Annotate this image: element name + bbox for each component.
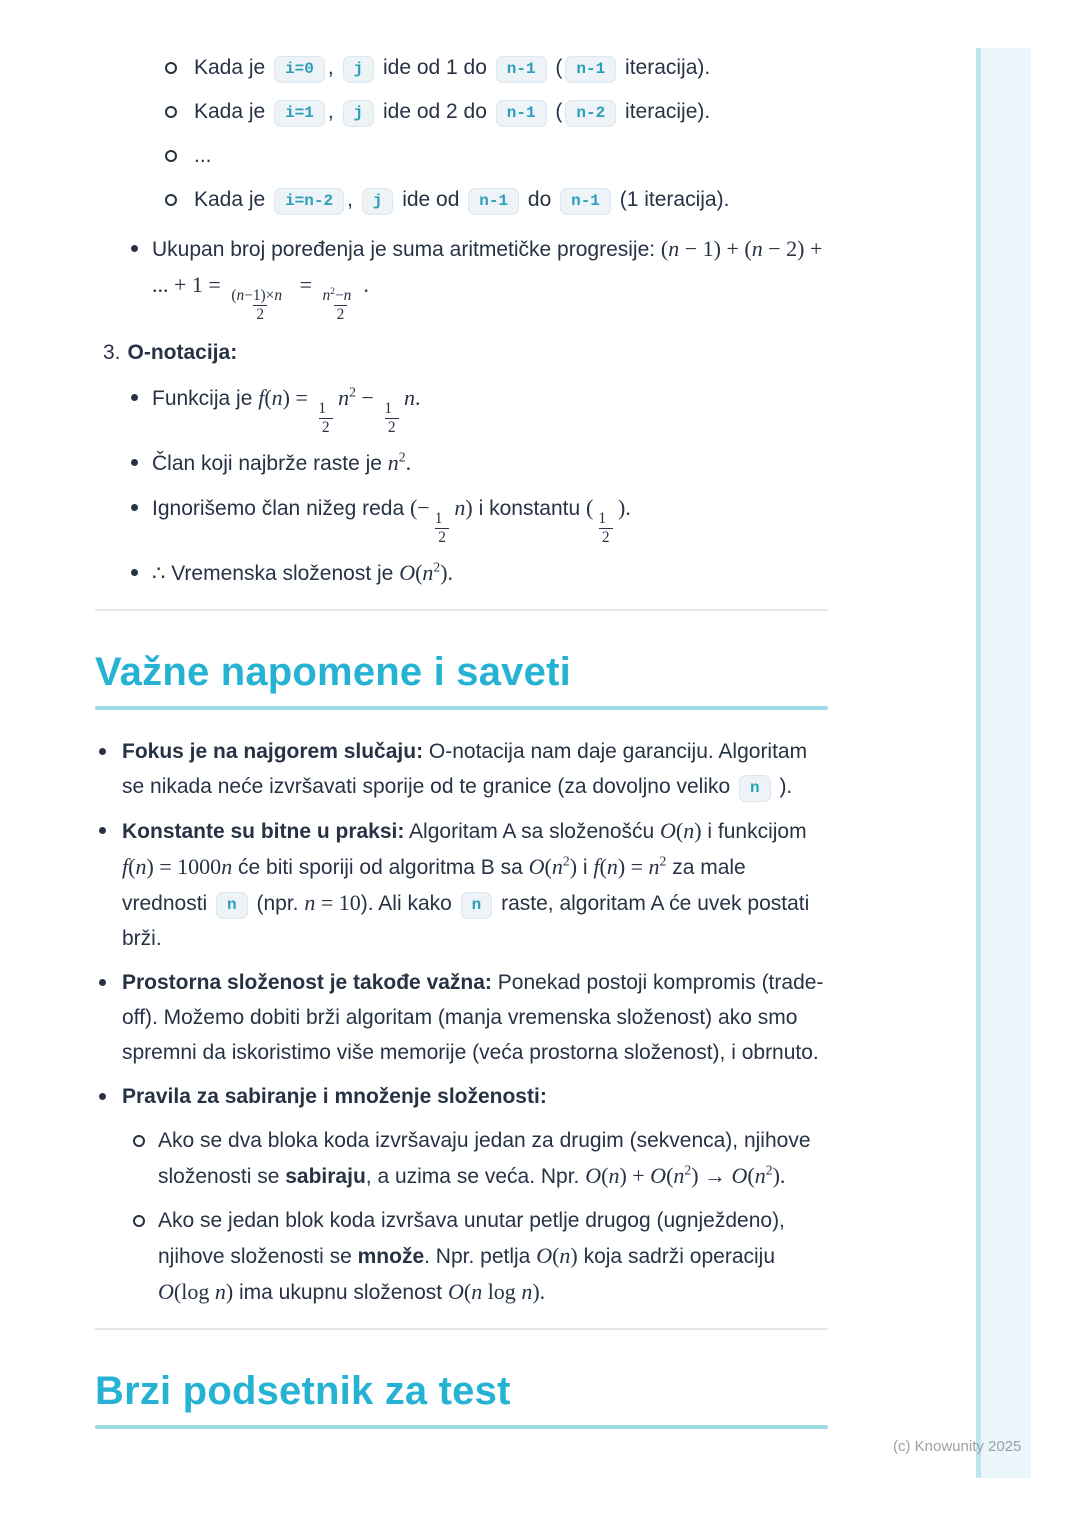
math-expression: [529, 854, 577, 879]
list-item-text: [152, 445, 828, 481]
math-variable: O: [528, 854, 545, 880]
math-superscript: 2: [330, 285, 335, 297]
list-number: 3.: [103, 341, 121, 365]
text-run: O-notacija nam daje garanciju. Algoritam se nikada neće izvršavati sporije od te granice (za dovoljno veliko: [122, 740, 808, 799]
list-item: [95, 1123, 828, 1194]
math-superscript: 2: [349, 384, 356, 400]
math-variable: O: [650, 1163, 667, 1189]
section-heading: Važne napomene i saveti: [95, 650, 571, 695]
math-token: (: [747, 1163, 755, 1189]
fraction-numerator: [432, 511, 446, 528]
code-badge: n-1: [496, 100, 547, 127]
fraction-denominator: [599, 528, 613, 546]
math-variable: O: [731, 1163, 748, 1189]
math-token: ) =: [617, 854, 649, 880]
code-badge: n: [739, 775, 771, 802]
math-token: 2: [321, 418, 330, 436]
code-badge: j: [343, 56, 375, 83]
text-run: , a uzima se veća. Npr.: [365, 1165, 586, 1189]
math-token: ) = 1000: [146, 854, 222, 880]
disc-bullet-icon: [131, 569, 138, 576]
math-token: (: [601, 1163, 609, 1189]
code-badge: j: [343, 100, 375, 127]
text-run: ima ukupnu složenost: [233, 1281, 448, 1305]
text-run: ide od: [396, 188, 466, 211]
list-item: [95, 1079, 828, 1114]
text-run: Ukupan broj poređenja je suma aritmetičke progresije:: [152, 238, 661, 261]
math-variable: n: [221, 854, 233, 880]
math-token: −: [355, 385, 380, 411]
list-item-text: [194, 50, 828, 85]
list-item: [95, 1203, 828, 1310]
math-token: (: [415, 560, 423, 586]
list-item-text: [194, 94, 828, 129]
circle-bullet-icon: [133, 1215, 145, 1227]
text-run: (: [549, 100, 563, 123]
circle-bullet-icon: [165, 150, 177, 162]
math-token: ) →: [691, 1163, 732, 1189]
text-run: raste, algoritam A će uvek postati brži.: [122, 892, 810, 951]
text-run: ∴ Vremenska složenost je: [152, 562, 400, 586]
circle-bullet-icon: [165, 62, 177, 74]
text-run: i: [577, 856, 594, 880]
text-run: Kada je: [194, 188, 272, 211]
circle-bullet-icon: [165, 106, 177, 118]
math-token: ).: [618, 495, 631, 521]
math-expression: [399, 560, 453, 585]
math-token: 1: [598, 509, 607, 527]
code-badge: n-1: [468, 188, 519, 215]
math-variable: n: [754, 1163, 766, 1189]
list-item-text: [158, 1123, 828, 1194]
fraction-numerator: [228, 288, 285, 305]
text-run: ). Ali kako: [360, 892, 458, 916]
code-badge: i=0: [274, 56, 325, 83]
right-margin-strip: [976, 48, 1031, 1478]
math-token: 1: [434, 509, 443, 527]
list-item: [95, 380, 828, 436]
disc-bullet-icon: [99, 979, 106, 986]
notes-content: [95, 50, 828, 1429]
math-token: (: [585, 495, 594, 521]
math-variable: n: [751, 236, 763, 261]
code-badge: i=n-2: [274, 188, 344, 215]
math-variable: f: [122, 854, 129, 880]
list-item-text: [152, 490, 828, 546]
bold-text: O-notacija:: [127, 341, 238, 365]
list-item-text: [194, 182, 828, 217]
math-expression: [448, 1279, 545, 1304]
math-variable: n: [608, 1163, 620, 1189]
math-expression: [593, 854, 666, 879]
math-variable: f: [593, 854, 600, 880]
list-item-text: [158, 1203, 828, 1310]
math-token: ) +: [619, 1163, 651, 1189]
bold-text: Prostorna složenost je takođe važna:: [122, 971, 492, 995]
math-variable: n: [338, 385, 350, 411]
math-variable: n: [135, 854, 147, 880]
math-variable: O: [660, 818, 676, 844]
math-variable: n: [404, 385, 416, 411]
math-variable: O: [585, 1163, 602, 1189]
section-divider: [95, 609, 828, 611]
bold-text: množe: [357, 1245, 425, 1269]
list-item-text: [122, 734, 828, 804]
numbered-list-item: [95, 335, 828, 370]
math-token: (: [666, 1163, 674, 1189]
math-variable: O: [399, 560, 416, 586]
text-run: ...: [194, 144, 212, 167]
math-expression: [660, 818, 702, 843]
text-run: ,: [347, 188, 359, 211]
math-variable: n: [668, 236, 680, 261]
list-item-text: [152, 555, 828, 591]
math-variable: n: [673, 1163, 685, 1189]
text-run: Ponekad postoji kompromis (trade-off). Možemo dobiti brži algoritam (manja vremenska složenost) ako smo spremni da iskoristimo više memorije (veća prostorna složenost), i obrnuto.: [122, 971, 824, 1065]
text-run: ,: [327, 100, 340, 123]
math-expression: [304, 890, 360, 915]
math-expression: [158, 1279, 233, 1304]
math-token: .: [405, 450, 412, 476]
math-expression: [585, 1163, 785, 1188]
math-token: 2: [438, 528, 446, 546]
text-run: Kada je: [194, 56, 272, 79]
disc-bullet-icon: [131, 504, 138, 511]
code-badge: n-1: [560, 188, 611, 215]
math-variable: O: [447, 1279, 464, 1305]
math-superscript: 2: [684, 1162, 692, 1178]
math-token: 2: [256, 305, 265, 323]
math-expression: [258, 384, 421, 436]
code-badge: n-2: [565, 100, 616, 127]
code-badge: n: [461, 892, 493, 919]
list-item: [95, 138, 828, 173]
math-variable: n: [683, 818, 695, 844]
fraction-denominator: [385, 418, 399, 436]
math-superscript: 2: [659, 853, 667, 869]
fraction-denominator: [435, 528, 449, 546]
list-item-text: [128, 335, 828, 370]
fraction: [319, 285, 361, 323]
code-badge: n: [216, 892, 248, 919]
fraction-denominator: [334, 305, 348, 323]
math-variable: n: [304, 890, 316, 916]
code-badge: n-1: [496, 56, 547, 83]
math-variable: n: [274, 286, 283, 304]
list-item-text: [122, 1079, 828, 1114]
math-variable: n: [236, 286, 245, 304]
math-token: ): [694, 818, 702, 844]
list-item: [95, 555, 828, 591]
code-badge: n-1: [565, 56, 616, 83]
math-token: ): [570, 1243, 578, 1269]
list-item: [95, 50, 828, 85]
math-token: 2: [336, 305, 345, 323]
fraction-denominator: [319, 418, 333, 436]
bold-text: sabiraju: [285, 1165, 366, 1189]
math-token: =: [294, 272, 318, 297]
math-token: ).: [440, 560, 454, 586]
fraction-numerator: [595, 511, 609, 528]
math-token: ): [465, 495, 473, 521]
disc-bullet-icon: [99, 748, 106, 755]
bold-text: Konstante su bitne u praksi:: [122, 820, 405, 844]
fraction: [595, 511, 616, 546]
list-item: [95, 182, 828, 217]
math-token: (: [231, 286, 237, 304]
math-token: 1: [384, 399, 393, 417]
section-heading: Brzi podsetnik za test: [95, 1369, 511, 1414]
math-variable: f: [258, 385, 265, 411]
list-item-text: [194, 138, 828, 173]
text-run: iteracije).: [619, 100, 711, 123]
text-run: (: [549, 56, 563, 79]
fraction-numerator: [381, 401, 395, 418]
math-token: − 2) + ... + 1 =: [152, 236, 823, 297]
disc-bullet-icon: [99, 827, 106, 834]
math-expression: [388, 450, 411, 475]
list-item: [95, 734, 828, 804]
text-run: do: [522, 188, 558, 211]
math-token: ).: [772, 1163, 786, 1189]
text-run: ).: [773, 775, 793, 799]
text-run: Ako se jedan blok koda izvršava unutar petlje drugog (ugnježdeno), njihove složenosti se: [158, 1209, 785, 1269]
text-run: iteracija).: [619, 56, 711, 79]
section-divider: [95, 1328, 828, 1330]
text-run: (npr.: [250, 892, 305, 916]
fraction-numerator: [319, 285, 354, 305]
text-run: Član koji najbrže raste je: [152, 452, 388, 476]
disc-bullet-icon: [99, 1093, 106, 1100]
text-run: ide od 2 do: [377, 100, 493, 123]
math-token: .: [415, 385, 421, 411]
math-token: (: [599, 854, 607, 880]
circle-bullet-icon: [165, 194, 177, 206]
math-superscript: 2: [398, 449, 406, 465]
heading-underline: [95, 706, 828, 710]
math-token: 2: [387, 418, 396, 436]
math-variable: n: [214, 1279, 226, 1305]
code-badge: i=1: [274, 100, 325, 127]
math-variable: n: [454, 495, 466, 521]
list-item: [95, 94, 828, 129]
math-variable: n: [648, 854, 660, 880]
fraction: [381, 401, 402, 436]
math-token: (: [128, 854, 136, 880]
disc-bullet-icon: [131, 394, 138, 401]
math-token: ): [569, 854, 578, 880]
math-token: − 1) + (: [679, 236, 752, 261]
math-variable: n: [343, 286, 352, 304]
math-token: (−: [409, 495, 430, 521]
math-variable: n: [521, 1279, 533, 1305]
circle-bullet-icon: [133, 1135, 145, 1147]
list-item: [95, 490, 828, 546]
math-token: (: [675, 818, 684, 844]
disc-bullet-icon: [131, 245, 138, 252]
math-token: = 10: [315, 890, 361, 916]
math-token: ).: [532, 1279, 546, 1305]
text-run: Kada je: [194, 100, 272, 123]
text-run: ,: [327, 56, 340, 79]
list-item: [95, 813, 828, 956]
disc-bullet-icon: [131, 459, 138, 466]
text-run: će biti sporiji od algoritma B sa: [232, 856, 529, 880]
math-token: (: [463, 1279, 472, 1305]
math-superscript: 2: [433, 559, 441, 575]
list-item-text: [152, 380, 828, 436]
math-variable: O: [158, 1279, 174, 1305]
text-run: za male vrednosti: [122, 856, 746, 916]
list-item-text: [152, 231, 828, 323]
text-run: koja sadrži operaciju: [577, 1245, 776, 1269]
math-token: (: [660, 236, 669, 261]
text-run: Ako se dva bloka koda izvršavaju jedan za drugim (sekvenca), njihove složenosti se: [158, 1129, 811, 1189]
math-token: (: [544, 854, 552, 880]
text-run: Ignorišemo član nižeg reda: [152, 497, 410, 521]
math-token: −1)×: [244, 286, 275, 304]
list-item-text: [122, 813, 828, 956]
math-token: 1: [318, 399, 327, 417]
math-expression: [585, 495, 631, 546]
math-token: ) =: [282, 385, 314, 411]
bold-text: Fokus je na najgorem slučaju:: [122, 740, 424, 764]
text-run: Funkcija je: [152, 387, 259, 411]
math-variable: n: [322, 286, 331, 304]
math-expression: [409, 495, 473, 546]
math-expression: [122, 854, 232, 879]
text-run: i funkcijom: [701, 820, 807, 844]
math-expression: [536, 1243, 578, 1268]
math-token: (: [552, 1243, 560, 1269]
code-badge: j: [362, 188, 394, 215]
math-variable: n: [471, 1279, 483, 1305]
text-run: (1 iteracija).: [613, 188, 730, 211]
fraction: [315, 401, 336, 436]
math-variable: n: [422, 560, 434, 586]
list-item: [95, 965, 828, 1070]
math-variable: n: [551, 854, 563, 880]
math-variable: n: [387, 450, 399, 476]
text-run: ide od 1 do: [377, 56, 493, 79]
text-run: Algoritam A sa složenošću: [404, 820, 661, 844]
math-variable: n: [606, 854, 618, 880]
math-variable: n: [559, 1243, 571, 1269]
math-token: −: [334, 286, 344, 304]
bold-text: Pravila za sabiranje i množenje složenosti:: [122, 1085, 547, 1109]
fraction-denominator: [253, 305, 267, 323]
heading-underline: [95, 1425, 828, 1429]
list-item: [95, 231, 828, 323]
math-token: log: [482, 1279, 522, 1305]
text-run: i konstantu: [472, 497, 586, 521]
math-superscript: 2: [562, 853, 570, 869]
math-superscript: 2: [765, 1162, 773, 1178]
copyright-text: (c) Knowunity 2025: [893, 1438, 1022, 1455]
math-token: 2: [601, 528, 610, 546]
list-item: [95, 445, 828, 481]
fraction-numerator: [315, 401, 329, 418]
math-variable: n: [271, 385, 283, 411]
math-token: (: [264, 385, 272, 411]
math-variable: O: [536, 1243, 553, 1269]
list-item-text: [122, 965, 828, 1070]
math-token: (log: [173, 1279, 215, 1305]
math-token: ): [225, 1279, 234, 1305]
fraction: [228, 288, 292, 323]
math-token: .: [363, 272, 369, 297]
fraction: [432, 511, 453, 546]
text-run: . Npr. petlja: [424, 1245, 537, 1269]
